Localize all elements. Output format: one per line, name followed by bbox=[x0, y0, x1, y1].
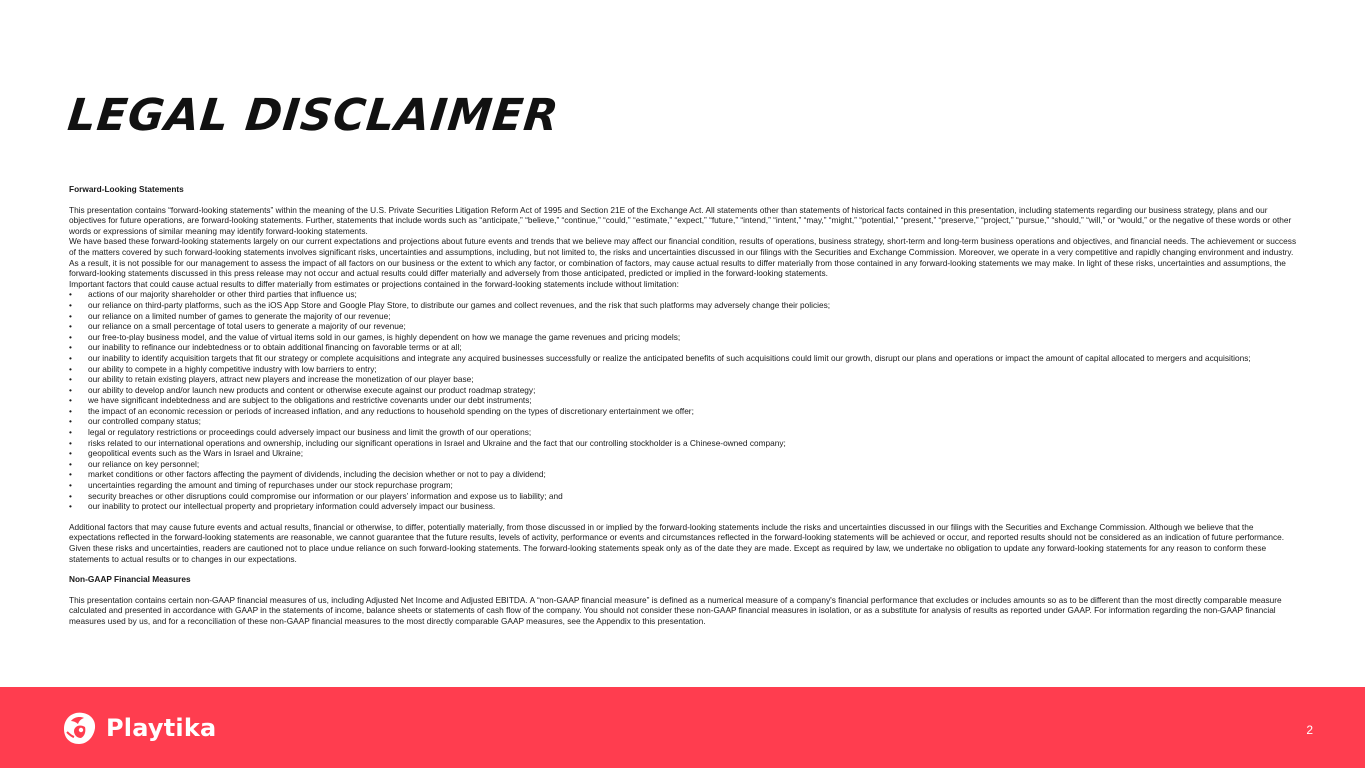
forward-looking-closing: Additional factors that may cause future events and actual results, financial or otherwise, to differ, potentially materially, from those discussed in or implied by the forward-looking statements include the risks and uncertainties discussed in our filings with the Securities and Exchange Commission. Although we believe that the expectations reflected in the forward-looking statements are reasonable, we cannot guarantee that the future results, levels of activity, performance or events and circumstances reflected in the forward-looking statements will be achieved or occur, and reported results should not be considered as an indication of future performance. Given these risks and uncertainties, readers are cautioned not to place undue reliance on such forward-looking statements. The forward-looking statements speak only as of the date they are made. Except as required by law, we undertake no obligation to update any forward-looking statements for any reason to conform these statements to actual results or to changes in our expectations. bbox=[69, 521, 1285, 564]
list-item: • our inability to identify acquisition targets that fit our strategy or complete acquisitions and integrate any acquired businesses successfully or realize the anticipated benefits of such acquisitions could limit our growth, disrupt our plans and operations or impact the amount of capital allocated to mergers and acquisitions; bbox=[69, 353, 1299, 364]
list-item: • the impact of an economic recession or periods of increased inflation, and any reductions to household spending on the types of discretionary entertainment we offer; bbox=[69, 406, 1299, 417]
forward-looking-paragraph-3: Important factors that could cause actual results to differ materially from estimates or projections contained in the forward-looking statements include without limitation: bbox=[69, 278, 679, 289]
list-item: • our inability to protect our intellectual property and proprietary information could adversely impact our business. bbox=[69, 501, 1299, 512]
list-item: • our controlled company status; bbox=[69, 416, 1299, 427]
playtika-logo bbox=[58, 707, 216, 749]
list-item: • security breaches or other disruptions could compromise our information or our players’ information and expose us to liability; and bbox=[69, 491, 1299, 502]
list-item: • our reliance on a small percentage of total users to generate a majority of our revenue; bbox=[69, 321, 1299, 332]
list-item: • our inability to refinance our indebtedness or to obtain additional financing on favorable terms or at all; bbox=[69, 342, 1299, 353]
forward-looking-heading: Forward-Looking Statements bbox=[69, 184, 184, 194]
list-item: • uncertainties regarding the amount and timing of repurchases under our stock repurchase program; bbox=[69, 480, 1299, 491]
list-item: • our free-to-play business model, and the value of virtual items sold in our games, is highly dependent on how we manage the game revenues and pricing models; bbox=[69, 332, 1299, 343]
list-item: • risks related to our international operations and ownership, including our significant operations in Israel and Ukraine and the fact that our controlling stockholder is a Chinese-owned company; bbox=[69, 438, 1299, 449]
non-gaap-paragraph: This presentation contains certain non-GAAP financial measures of us, including Adjusted Net Income and Adjusted EBITDA. A “non-GAAP financial measure” is defined as a numerical measure of a company's financial performance that excludes or includes amounts so as to be different than the most directly comparable measure calculated and presented in accordance with GAAP in the statements of income, balance sheets or statements of cash flow of the company. You should not consider these non-GAAP financial measures in isolation, or as a substitute for analysis of results as reported under GAAP. For information regarding the non-GAAP financial measures used by us, and for a reconciliation of these non-GAAP financial measures to the most directly comparable GAAP measures, see the Appendix to this presentation. bbox=[69, 594, 1282, 626]
list-item: • legal or regulatory restrictions or proceedings could adversely impact our business and limit the growth of our operations; bbox=[69, 427, 1299, 438]
list-item: • we have significant indebtedness and are subject to the obligations and restrictive covenants under our debt instruments; bbox=[69, 395, 1299, 406]
list-item: • market conditions or other factors affecting the payment of dividends, including the decision whether or not to pay a dividend; bbox=[69, 469, 1299, 480]
list-item: • our ability to retain existing players, attract new players and increase the monetization of our player base; bbox=[69, 374, 1299, 385]
list-item: • our reliance on third-party platforms, such as the iOS App Store and Google Play Store, to distribute our games and collect revenues, and the risk that such platforms may adversely change their policies; bbox=[69, 300, 1299, 311]
forward-looking-paragraph-2: We have based these forward-looking statements largely on our current expectations and projections about future events and trends that we believe may affect our financial condition, results of operations, business strategy, short-term and long-term business operations and objectives, and financial needs. The achievement or success of the matters covered by such forward-looking statements involves significant risks, uncertainties and assumptions, including, but not limited to, the risks and uncertainties discussed in our filings with the Securities and Exchange Commission. Moreover, we operate in a very competitive and rapidly changing environment and industry. As a result, it is not possible for our management to assess the impact of all factors on our business or the extent to which any factor, or combination of factors, may cause actual results to differ materially from those contained in any forward-looking statements we may make. In light of these risks, uncertainties and assumptions, the forward-looking statements discussed in this press release may not occur and actual results could differ materially and adversely from those anticipated, predicted or implied in the forward-looking statements. bbox=[69, 236, 1297, 279]
playtika-lion-icon bbox=[58, 707, 100, 749]
page-title: LEGAL DISCLAIMER bbox=[65, 90, 562, 141]
list-item: • our reliance on a limited number of games to generate the majority of our revenue; bbox=[69, 311, 1299, 322]
footer-bar bbox=[0, 687, 1365, 768]
list-item: • our reliance on key personnel; bbox=[69, 459, 1299, 470]
list-item: • actions of our majority shareholder or other third parties that influence us; bbox=[69, 289, 1299, 300]
page-number: 2 bbox=[1306, 723, 1313, 737]
forward-looking-paragraph-1: This presentation contains “forward-looking statements” within the meaning of the U.S. Private Securities Litigation Reform Act of 1995 and Section 21E of the Exchange Act. All statements other than statements of historical facts contained in this presentation, including statements regarding our business strategy, plans and our objectives for future operations, are forward-looking statements. Further, statements that include words such as “anticipate,” “believe,” “continue,” “could,” “estimate,” “expect,” “future,” “intend,” “intent,” “may,” “might,” “potential,” “present,” “preserve,” “project,” “pursue,” “should,” “will,” or “would,” or the negative of these words or other words or expressions of similar meaning may identify forward-looking statements. bbox=[69, 204, 1292, 236]
list-item: • our ability to compete in a highly competitive industry with low barriers to entry; bbox=[69, 364, 1299, 375]
disclaimer-body bbox=[69, 184, 1299, 627]
non-gaap-heading: Non-GAAP Financial Measures bbox=[69, 574, 191, 585]
list-item: • our ability to develop and/or launch new products and content or otherwise execute against our product roadmap strategy; bbox=[69, 385, 1299, 396]
risk-factor-list bbox=[69, 289, 1299, 511]
brand-name: Playtika bbox=[106, 714, 217, 742]
list-item: • geopolitical events such as the Wars in Israel and Ukraine; bbox=[69, 448, 1299, 459]
